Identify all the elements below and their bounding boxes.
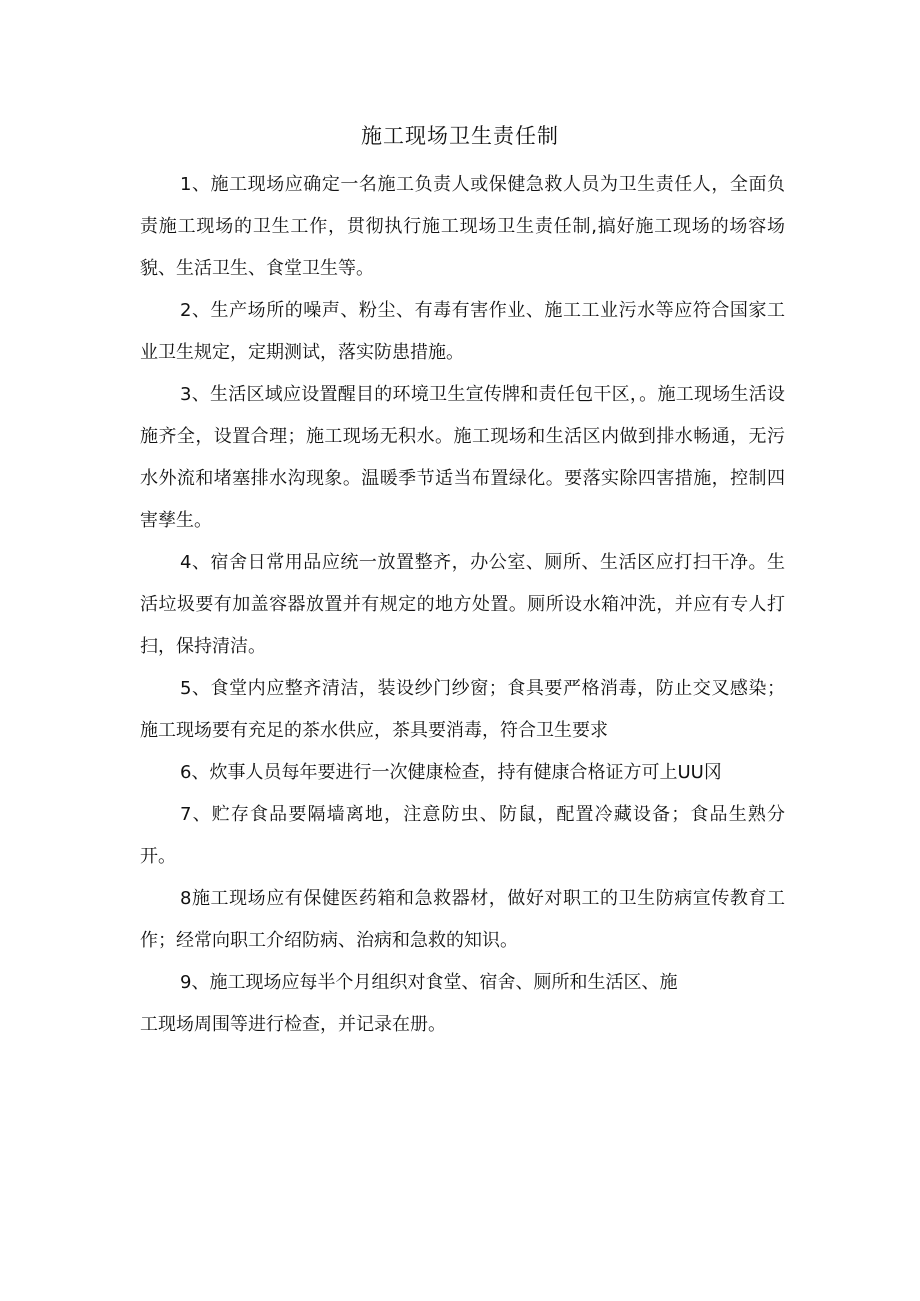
- paragraph-3: 3、生活区域应设置醒目的环境卫生宣传牌和责任包干区，。施工现场生活设施齐全，设置合理；施工现场无积水。施工现场和生活区内做到排水畅通，无污水外流和堵塞排水沟现象。温暖季节适当布置绿化。要落实除四害措施，控制四害孳生。: [140, 384, 785, 531]
- document-title: 施工现场卫生责任制: [361, 124, 559, 148]
- paragraph-8: 8施工现场应有保健医药箱和急救器材，做好对职工的卫生防病宣传教育工作；经常向职工介绍防病、治病和急救的知识。: [140, 888, 785, 951]
- paragraph-7: 7、贮存食品要隔墙离地，注意防虫、防鼠，配置冷藏设备；食品生熟分开。: [140, 804, 785, 867]
- paragraph-4: 4、宿舍日常用品应统一放置整齐，办公室、厕所、生活区应打扫干净。生活垃圾要有加盖容器放置并有规定的地方处置。厕所设水箱冲洗，并应有专人打扫，保持清洁。: [140, 552, 785, 657]
- paragraph-1: 1、施工现场应确定一名施工负责人或保健急救人员为卫生责任人，全面负责施工现场的卫生工作，贯彻执行施工现场卫生责任制,搞好施工现场的场容场貌、生活卫生、食堂卫生等。: [140, 174, 785, 279]
- paragraph-5: 5、食堂内应整齐清洁，装设纱门纱窗；食具要严格消毒，防止交叉感染；施工现场要有充足的茶水供应，茶具要消毒，符合卫生要求: [140, 678, 785, 741]
- paragraph-2: 2、生产场所的噪声、粉尘、有毒有害作业、施工工业污水等应符合国家工业卫生规定，定期测试，落实防患措施。: [140, 300, 785, 363]
- paragraph-6: 6、炊事人员每年要进行一次健康检查，持有健康合格证方可上UU冈: [180, 762, 722, 783]
- paragraph-9-continuation: 工现场周围等进行检查，并记录在册。: [140, 1014, 446, 1035]
- paragraph-9: 9、施工现场应每半个月组织对食堂、宿舍、厕所和生活区、施: [180, 972, 678, 993]
